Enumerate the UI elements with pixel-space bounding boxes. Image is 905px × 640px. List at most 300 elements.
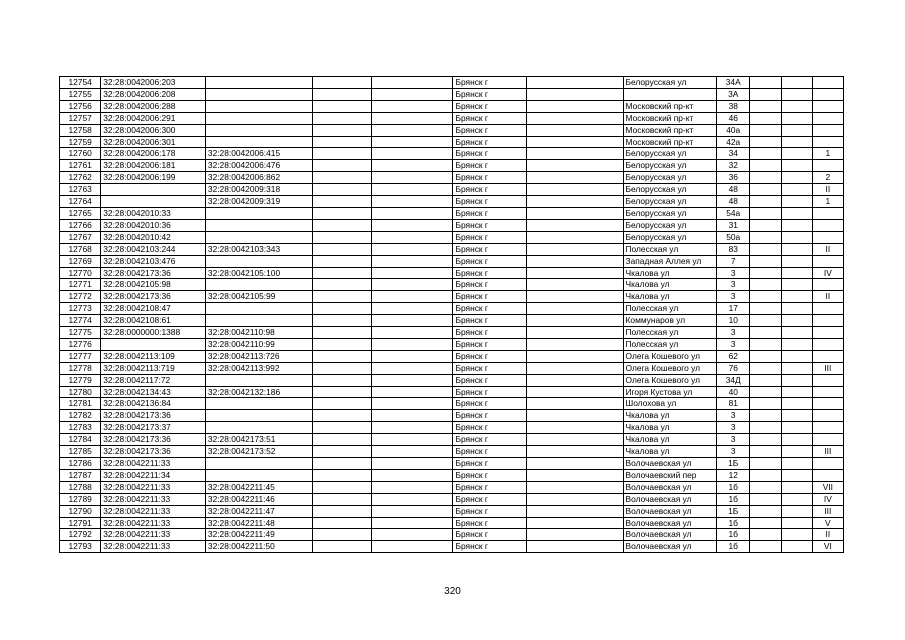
city-cell: Брянск г [453, 124, 526, 136]
premises-number-cell: V [812, 517, 843, 529]
empty-cell [312, 160, 371, 172]
premises-cadastral-number-cell [205, 315, 312, 327]
empty-cell [526, 386, 623, 398]
street-cell: Белорусская ул [623, 172, 717, 184]
premises-number-cell [812, 422, 843, 434]
table-row [60, 160, 844, 172]
empty-cell [371, 100, 453, 112]
empty-cell [371, 291, 453, 303]
table-row [60, 315, 844, 327]
empty-cell [750, 446, 781, 458]
empty-cell [750, 196, 781, 208]
empty-cell [526, 77, 623, 89]
record-number-cell: 12779 [60, 374, 101, 386]
city-cell: Брянск г [453, 219, 526, 231]
premises-number-cell: IV [812, 493, 843, 505]
premises-number-cell [812, 100, 843, 112]
house-number-cell: 3 [717, 279, 750, 291]
city-cell: Брянск г [453, 541, 526, 553]
city-cell: Брянск г [453, 410, 526, 422]
city-cell: Брянск г [453, 148, 526, 160]
empty-cell [526, 481, 623, 493]
city-cell: Брянск г [453, 279, 526, 291]
city-cell: Брянск г [453, 529, 526, 541]
record-number-cell: 12785 [60, 446, 101, 458]
empty-cell [526, 362, 623, 374]
street-cell: Волочаевская ул [623, 481, 717, 493]
empty-cell [312, 112, 371, 124]
street-cell: Московский пр-кт [623, 100, 717, 112]
table-row [60, 255, 844, 267]
empty-cell [781, 434, 812, 446]
empty-cell [781, 505, 812, 517]
empty-cell [750, 231, 781, 243]
record-number-cell: 12770 [60, 267, 101, 279]
empty-cell [312, 481, 371, 493]
record-number-cell: 12755 [60, 88, 101, 100]
empty-cell [526, 255, 623, 267]
street-cell: Полесская ул [623, 327, 717, 339]
table-row [60, 350, 844, 362]
premises-number-cell [812, 410, 843, 422]
empty-cell [526, 422, 623, 434]
empty-cell [371, 374, 453, 386]
house-number-cell: 34 [717, 148, 750, 160]
premises-number-cell: III [812, 362, 843, 374]
house-number-cell: 1б [717, 541, 750, 553]
empty-cell [526, 410, 623, 422]
empty-cell [750, 422, 781, 434]
empty-cell [781, 172, 812, 184]
empty-cell [312, 303, 371, 315]
empty-cell [312, 410, 371, 422]
empty-cell [526, 100, 623, 112]
street-cell: Чкалова ул [623, 279, 717, 291]
premises-number-cell [812, 255, 843, 267]
premises-number-cell: III [812, 505, 843, 517]
cadastral-number-cell: 32:28:0042006:291 [101, 112, 206, 124]
record-number-cell: 12767 [60, 231, 101, 243]
premises-cadastral-number-cell [205, 112, 312, 124]
premises-number-cell [812, 136, 843, 148]
premises-cadastral-number-cell [205, 88, 312, 100]
cadastral-number-cell: 32:28:0042006:301 [101, 136, 206, 148]
record-number-cell: 12776 [60, 338, 101, 350]
empty-cell [526, 434, 623, 446]
table-row [60, 184, 844, 196]
street-cell: Олега Кошевого ул [623, 350, 717, 362]
house-number-cell: 83 [717, 243, 750, 255]
empty-cell [781, 303, 812, 315]
cadastral-number-cell: 32:28:0042134:43 [101, 386, 206, 398]
empty-cell [750, 124, 781, 136]
empty-cell [371, 279, 453, 291]
empty-cell [371, 112, 453, 124]
record-number-cell: 12760 [60, 148, 101, 160]
empty-cell [526, 505, 623, 517]
house-number-cell: 10 [717, 315, 750, 327]
house-number-cell: 3 [717, 434, 750, 446]
empty-cell [781, 350, 812, 362]
empty-cell [371, 231, 453, 243]
cadastral-number-cell [101, 184, 206, 196]
record-number-cell: 12778 [60, 362, 101, 374]
premises-cadastral-number-cell [205, 398, 312, 410]
premises-number-cell [812, 398, 843, 410]
street-cell: Волочаевская ул [623, 505, 717, 517]
cadastral-number-cell: 32:28:0042006:208 [101, 88, 206, 100]
empty-cell [781, 338, 812, 350]
empty-cell [371, 410, 453, 422]
empty-cell [312, 172, 371, 184]
empty-cell [750, 255, 781, 267]
record-number-cell: 12774 [60, 315, 101, 327]
empty-cell [526, 231, 623, 243]
empty-cell [750, 267, 781, 279]
empty-cell [526, 446, 623, 458]
empty-cell [750, 291, 781, 303]
empty-cell [750, 160, 781, 172]
empty-cell [312, 350, 371, 362]
empty-cell [781, 207, 812, 219]
premises-cadastral-number-cell [205, 231, 312, 243]
street-cell: Коммунаров ул [623, 315, 717, 327]
empty-cell [371, 446, 453, 458]
empty-cell [312, 517, 371, 529]
city-cell: Брянск г [453, 469, 526, 481]
house-number-cell: 1Б [717, 458, 750, 470]
empty-cell [312, 446, 371, 458]
premises-cadastral-number-cell [205, 136, 312, 148]
empty-cell [312, 469, 371, 481]
empty-cell [312, 267, 371, 279]
street-cell: Чкалова ул [623, 446, 717, 458]
empty-cell [526, 243, 623, 255]
city-cell: Брянск г [453, 315, 526, 327]
house-number-cell: 40а [717, 124, 750, 136]
empty-cell [781, 362, 812, 374]
record-number-cell: 12775 [60, 327, 101, 339]
premises-cadastral-number-cell [205, 279, 312, 291]
empty-cell [781, 517, 812, 529]
house-number-cell: 38 [717, 100, 750, 112]
street-cell: Полесская ул [623, 338, 717, 350]
empty-cell [371, 493, 453, 505]
street-cell: Белорусская ул [623, 77, 717, 89]
street-cell: Шолохова ул [623, 398, 717, 410]
record-number-cell: 12786 [60, 458, 101, 470]
cadastral-number-cell: 32:28:0042211:33 [101, 458, 206, 470]
premises-number-cell: 1 [812, 196, 843, 208]
empty-cell [312, 279, 371, 291]
house-number-cell: 1б [717, 481, 750, 493]
city-cell: Брянск г [453, 136, 526, 148]
empty-cell [750, 469, 781, 481]
premises-cadastral-number-cell: 32:28:0042211:50 [205, 541, 312, 553]
empty-cell [526, 136, 623, 148]
premises-cadastral-number-cell: 32:28:0042113:992 [205, 362, 312, 374]
premises-cadastral-number-cell: 32:28:0042211:47 [205, 505, 312, 517]
premises-cadastral-number-cell: 32:28:0042173:51 [205, 434, 312, 446]
premises-cadastral-number-cell: 32:28:0042211:45 [205, 481, 312, 493]
cadastral-number-cell: 32:28:0042006:300 [101, 124, 206, 136]
empty-cell [781, 100, 812, 112]
house-number-cell: 36 [717, 172, 750, 184]
street-cell: Волочаевская ул [623, 529, 717, 541]
empty-cell [781, 315, 812, 327]
empty-cell [312, 243, 371, 255]
street-cell: Белорусская ул [623, 148, 717, 160]
empty-cell [750, 434, 781, 446]
empty-cell [781, 493, 812, 505]
empty-cell [371, 350, 453, 362]
street-cell: Полесская ул [623, 303, 717, 315]
city-cell: Брянск г [453, 493, 526, 505]
empty-cell [781, 386, 812, 398]
empty-cell [526, 493, 623, 505]
empty-cell [312, 374, 371, 386]
city-cell: Брянск г [453, 517, 526, 529]
empty-cell [371, 148, 453, 160]
empty-cell [371, 434, 453, 446]
empty-cell [312, 493, 371, 505]
empty-cell [750, 184, 781, 196]
city-cell: Брянск г [453, 434, 526, 446]
empty-cell [781, 136, 812, 148]
cadastral-number-cell: 32:28:0042108:47 [101, 303, 206, 315]
empty-cell [781, 231, 812, 243]
premises-number-cell: VI [812, 541, 843, 553]
empty-cell [371, 517, 453, 529]
street-cell: Белорусская ул [623, 231, 717, 243]
empty-cell [526, 350, 623, 362]
empty-cell [781, 541, 812, 553]
premises-number-cell [812, 279, 843, 291]
empty-cell [526, 112, 623, 124]
premises-cadastral-number-cell: 32:28:0042105:99 [205, 291, 312, 303]
street-cell: Волочаевский пер [623, 469, 717, 481]
record-number-cell: 12777 [60, 350, 101, 362]
record-number-cell: 12756 [60, 100, 101, 112]
empty-cell [781, 267, 812, 279]
empty-cell [781, 469, 812, 481]
house-number-cell: 1Б [717, 505, 750, 517]
city-cell: Брянск г [453, 207, 526, 219]
city-cell: Брянск г [453, 291, 526, 303]
record-number-cell: 12754 [60, 77, 101, 89]
record-number-cell: 12769 [60, 255, 101, 267]
table-row [60, 374, 844, 386]
empty-cell [750, 481, 781, 493]
cadastral-number-cell: 32:28:0042211:33 [101, 529, 206, 541]
city-cell: Брянск г [453, 255, 526, 267]
house-number-cell: 3 [717, 327, 750, 339]
empty-cell [781, 112, 812, 124]
street-cell: Московский пр-кт [623, 112, 717, 124]
empty-cell [526, 291, 623, 303]
empty-cell [750, 327, 781, 339]
empty-cell [526, 541, 623, 553]
premises-cadastral-number-cell: 32:28:0042110:98 [205, 327, 312, 339]
table-row [60, 327, 844, 339]
city-cell: Брянск г [453, 184, 526, 196]
record-number-cell: 12773 [60, 303, 101, 315]
empty-cell [750, 458, 781, 470]
city-cell: Брянск г [453, 267, 526, 279]
city-cell: Брянск г [453, 160, 526, 172]
city-cell: Брянск г [453, 505, 526, 517]
premises-number-cell: II [812, 529, 843, 541]
house-number-cell: 46 [717, 112, 750, 124]
premises-number-cell [812, 350, 843, 362]
table-row [60, 517, 844, 529]
city-cell: Брянск г [453, 327, 526, 339]
premises-number-cell [812, 231, 843, 243]
house-number-cell: 1б [717, 529, 750, 541]
city-cell: Брянск г [453, 243, 526, 255]
table-row [60, 136, 844, 148]
empty-cell [781, 219, 812, 231]
empty-cell [312, 100, 371, 112]
record-number-cell: 12793 [60, 541, 101, 553]
city-cell: Брянск г [453, 112, 526, 124]
empty-cell [526, 207, 623, 219]
record-number-cell: 12771 [60, 279, 101, 291]
cadastral-number-cell: 32:28:0042105:98 [101, 279, 206, 291]
street-cell: Игоря Кустова ул [623, 386, 717, 398]
empty-cell [312, 255, 371, 267]
premises-cadastral-number-cell [205, 303, 312, 315]
empty-cell [750, 517, 781, 529]
premises-cadastral-number-cell: 32:28:0042211:46 [205, 493, 312, 505]
empty-cell [371, 327, 453, 339]
empty-cell [526, 219, 623, 231]
cadastral-number-cell: 32:28:0042006:199 [101, 172, 206, 184]
house-number-cell: 32 [717, 160, 750, 172]
empty-cell [371, 422, 453, 434]
street-cell: Чкалова ул [623, 291, 717, 303]
house-number-cell: 7 [717, 255, 750, 267]
record-number-cell: 12764 [60, 196, 101, 208]
house-number-cell: 62 [717, 350, 750, 362]
empty-cell [526, 469, 623, 481]
empty-cell [750, 243, 781, 255]
street-cell: Чкалова ул [623, 434, 717, 446]
premises-number-cell [812, 112, 843, 124]
cadastral-number-cell [101, 338, 206, 350]
record-number-cell: 12762 [60, 172, 101, 184]
table-row [60, 148, 844, 160]
house-number-cell: 1б [717, 493, 750, 505]
empty-cell [526, 88, 623, 100]
empty-cell [781, 160, 812, 172]
empty-cell [312, 398, 371, 410]
premises-cadastral-number-cell: 32:28:0042132:186 [205, 386, 312, 398]
house-number-cell: 76 [717, 362, 750, 374]
house-number-cell: 17 [717, 303, 750, 315]
table-row [60, 196, 844, 208]
empty-cell [750, 505, 781, 517]
table-row [60, 505, 844, 517]
street-cell: Полесская ул [623, 243, 717, 255]
premises-number-cell [812, 315, 843, 327]
empty-cell [526, 529, 623, 541]
empty-cell [781, 374, 812, 386]
table-row [60, 362, 844, 374]
record-number-cell: 12772 [60, 291, 101, 303]
city-cell: Брянск г [453, 481, 526, 493]
cadastral-number-cell: 32:28:0042108:61 [101, 315, 206, 327]
street-cell: Волочаевская ул [623, 541, 717, 553]
empty-cell [312, 196, 371, 208]
table-row [60, 434, 844, 446]
empty-cell [526, 374, 623, 386]
record-number-cell: 12757 [60, 112, 101, 124]
street-cell: Белорусская ул [623, 184, 717, 196]
city-cell: Брянск г [453, 100, 526, 112]
empty-cell [781, 529, 812, 541]
empty-cell [781, 422, 812, 434]
premises-number-cell [812, 207, 843, 219]
empty-cell [312, 124, 371, 136]
record-number-cell: 12781 [60, 398, 101, 410]
empty-cell [750, 315, 781, 327]
cadastral-number-cell: 32:28:0042211:34 [101, 469, 206, 481]
empty-cell [526, 458, 623, 470]
city-cell: Брянск г [453, 88, 526, 100]
empty-cell [371, 172, 453, 184]
empty-cell [781, 410, 812, 422]
premises-cadastral-number-cell [205, 422, 312, 434]
house-number-cell: 40 [717, 386, 750, 398]
table-row [60, 207, 844, 219]
empty-cell [371, 88, 453, 100]
empty-cell [750, 112, 781, 124]
table-row [60, 77, 844, 89]
empty-cell [526, 184, 623, 196]
empty-cell [781, 124, 812, 136]
empty-cell [750, 172, 781, 184]
record-number-cell: 12780 [60, 386, 101, 398]
empty-cell [371, 136, 453, 148]
empty-cell [781, 148, 812, 160]
premises-cadastral-number-cell: 32:28:0042103:343 [205, 243, 312, 255]
empty-cell [781, 481, 812, 493]
street-cell: Чкалова ул [623, 422, 717, 434]
table-row [60, 243, 844, 255]
cadastral-number-cell: 32:28:0042211:33 [101, 493, 206, 505]
empty-cell [781, 398, 812, 410]
house-number-cell: 3 [717, 446, 750, 458]
empty-cell [312, 136, 371, 148]
street-cell: Белорусская ул [623, 207, 717, 219]
city-cell: Брянск г [453, 350, 526, 362]
house-number-cell: 34Д [717, 374, 750, 386]
table-row [60, 529, 844, 541]
empty-cell [371, 541, 453, 553]
table-row [60, 446, 844, 458]
premises-cadastral-number-cell: 32:28:0042006:476 [205, 160, 312, 172]
premises-cadastral-number-cell [205, 207, 312, 219]
empty-cell [750, 303, 781, 315]
empty-cell [371, 303, 453, 315]
empty-cell [781, 196, 812, 208]
empty-cell [312, 231, 371, 243]
city-cell: Брянск г [453, 446, 526, 458]
record-number-cell: 12788 [60, 481, 101, 493]
cadastral-number-cell: 32:28:0042173:36 [101, 267, 206, 279]
premises-number-cell [812, 88, 843, 100]
